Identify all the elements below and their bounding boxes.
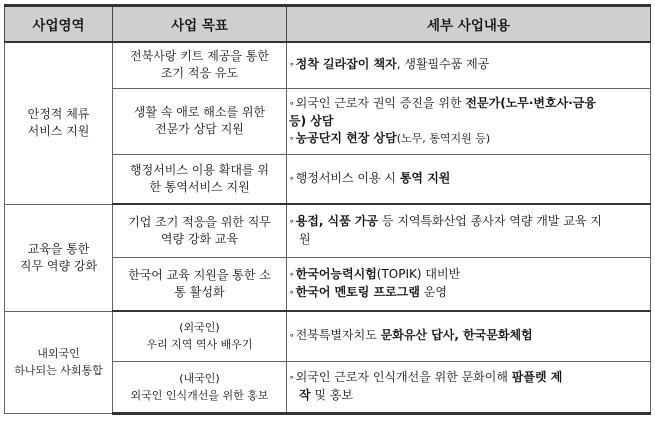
area-cell	[5, 311, 113, 413]
goal-line: 기업 조기 적응을 위한 직무	[128, 214, 271, 229]
goal-line: 전북사랑 키트 제공을 통한	[130, 49, 269, 64]
goal-line: 한 통역서비스 지원	[149, 179, 250, 194]
detail-line: ∘한국어능력시험(TOPIK) 대비반	[289, 266, 461, 281]
goal-cell	[113, 257, 287, 311]
area-line: 서비스 지원	[27, 124, 90, 139]
detail-line: ∘정착 길라잡이 책자, 생활필수품 제공	[289, 57, 490, 72]
header-area: 사업영역	[5, 6, 113, 43]
table-row	[5, 204, 651, 257]
goal-line: (외국인)	[179, 321, 220, 335]
header-goal: 사업 목표	[113, 6, 287, 43]
goal-cell	[113, 204, 287, 257]
goal-line: 행정서비스 이용 확대를 위	[130, 162, 269, 177]
detail-cell	[287, 42, 651, 88]
table-row	[5, 311, 651, 361]
detail-cell	[287, 257, 651, 311]
detail-line-cont: 작 및 홍보	[299, 388, 353, 402]
detail-line: ∘행정서비스 이용 시 통역 지원	[289, 170, 451, 185]
detail-line: ∘용접, 식품 가공 등 지역특화산업 종사자 역량 개발 교육 지	[289, 214, 602, 229]
goal-cell	[113, 154, 287, 204]
header-row	[5, 6, 651, 43]
detail-line-cont: 원	[299, 232, 311, 247]
detail-cell	[287, 361, 651, 413]
goal-cell	[113, 311, 287, 361]
area-line: 직무 역량 강화	[19, 258, 98, 273]
goal-line: 통 활성화	[174, 284, 225, 299]
detail-cell	[287, 311, 651, 361]
goal-cell	[113, 42, 287, 88]
detail-cell	[287, 88, 651, 154]
area-line: 안정적 체류	[27, 107, 90, 122]
goal-line: 조기 적응 유도	[160, 66, 239, 81]
detail-line: ∘외국인 근로자 인식개선을 위한 문화이해 팜플렛 제	[289, 370, 563, 384]
detail-line: ∘한국어 멘토링 프로그램 운영	[289, 284, 447, 299]
detail-cell	[287, 154, 651, 204]
goal-line: 전문가 상담 지원	[155, 122, 244, 136]
area-line: 내외국인	[37, 347, 80, 360]
detail-line-cont: 등) 상담	[289, 113, 334, 128]
detail-cell	[287, 204, 651, 257]
goal-line: 역량 강화 교육	[160, 231, 239, 246]
area-cell	[5, 204, 113, 311]
goal-line: 생활 속 애로 해소를 위한	[133, 105, 266, 119]
area-line: 하나되는 사회통합	[14, 364, 103, 377]
business-plan-table-frame	[4, 4, 650, 422]
table-row	[5, 42, 651, 88]
detail-line: ∘농공단지 현장 상담(노무, 통역지원 등)	[289, 130, 491, 145]
goal-cell	[113, 361, 287, 413]
detail-line: ∘전북특별자치도 문화유산 답사, 한국문화체험	[289, 328, 533, 343]
goal-cell	[113, 88, 287, 154]
goal-line: 외국인 인식개선을 위한 홍보	[130, 388, 269, 402]
area-line: 교육을 통한	[27, 241, 90, 256]
business-plan-table	[4, 4, 651, 415]
goal-line: (내국인)	[179, 371, 220, 385]
detail-line: ∘외국인 근로자 권익 증진을 위한 전문가(노무·변호사·금융	[289, 95, 596, 110]
goal-line: 한국어 교육 지원을 통한 소	[128, 267, 271, 282]
header-detail: 세부 사업내용	[287, 6, 651, 43]
goal-line: 우리 지역 역사 배우기	[146, 338, 253, 352]
area-cell	[5, 42, 113, 204]
